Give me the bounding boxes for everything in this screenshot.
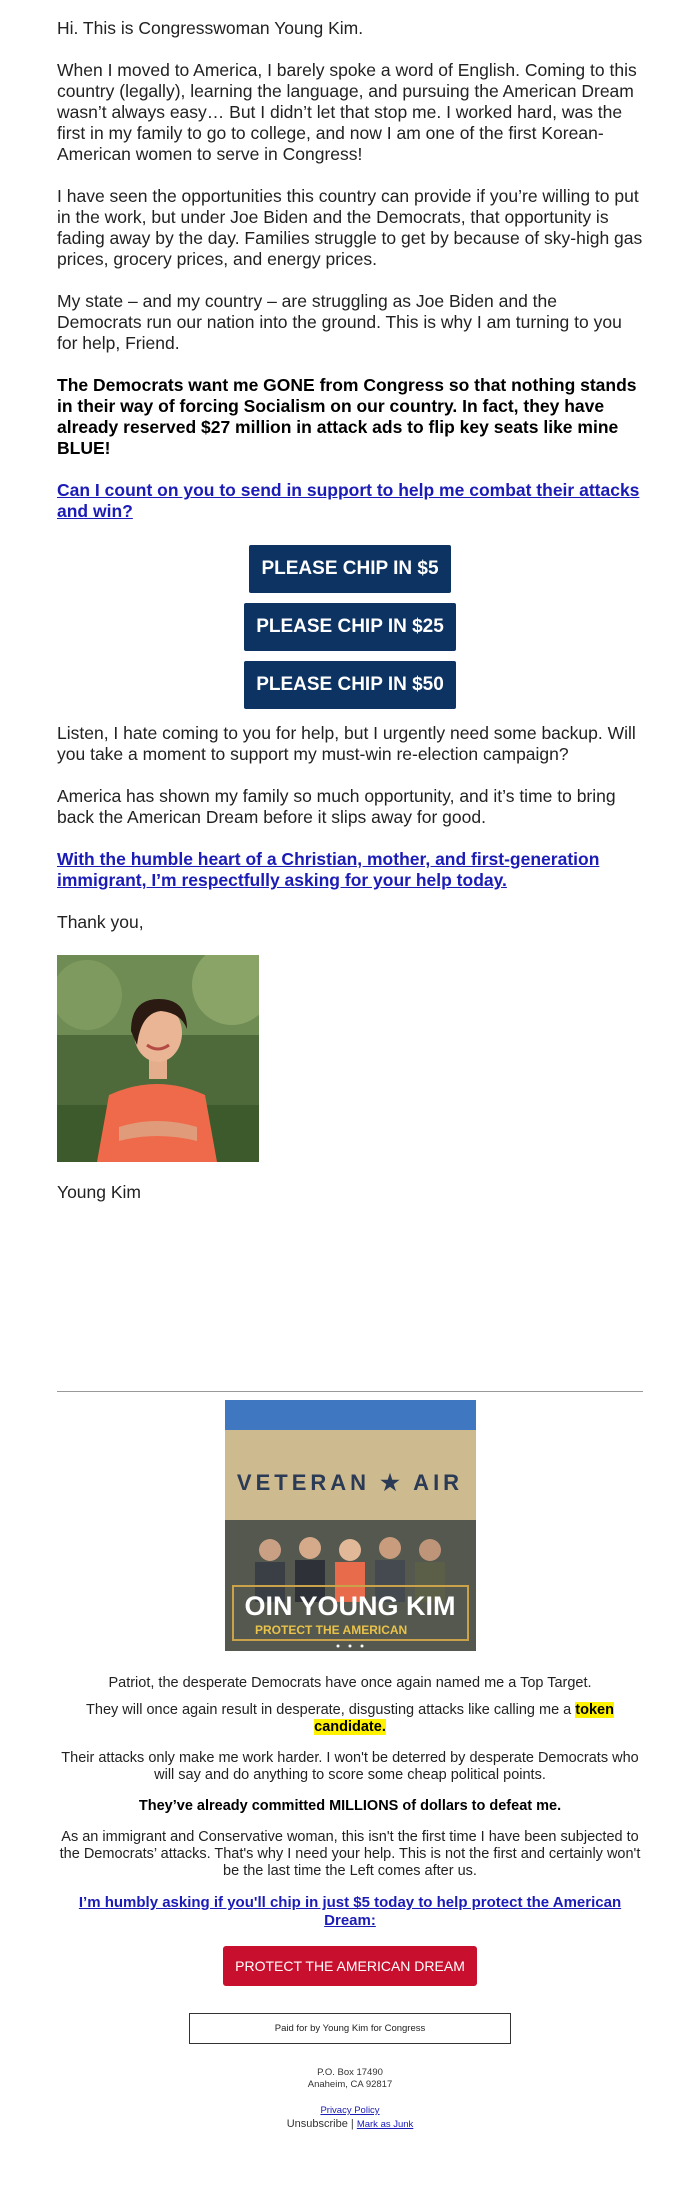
banner-subtitle: PROTECT THE AMERICAN	[254, 1623, 407, 1637]
unsubscribe-link[interactable]: Unsubscribe	[286, 2118, 348, 2130]
chip-in-50-button[interactable]: PLEASE CHIP IN $50	[244, 661, 456, 709]
footer-work-harder: Their attacks only make me work harder. I won't be deterred by desperate Democrats who will say and do anything to score some cheap political points.	[61, 1750, 639, 1783]
po-box: P.O. Box 17490	[317, 2067, 383, 2078]
support-link[interactable]: Can I count on you to send in support to help me combat their attacks and win?	[57, 480, 640, 521]
paragraph-story: When I moved to America, I barely spoke a word of English. Coming to this country (legally), learning the language, and pursuing the American Dream wasn’t always easy… But I didn’t let that stop me. I worked hard, was the first in my family to go to college, and now I am one of the first Korean-American women to serve in Congress!	[57, 60, 637, 164]
paragraph-struggling: My state – and my country – are struggling as Joe Biden and the Democrats run our nation into the ground. This is why I am turning to you for help, Friend.	[57, 291, 622, 353]
footer-divider	[57, 1391, 643, 1392]
greeting: Hi. This is Congresswoman Young Kim.	[57, 18, 364, 38]
paid-for-text: Paid for by Young Kim for Congress	[274, 2023, 426, 2034]
paragraph-backup: Listen, I hate coming to you for help, but I urgently need some backup. Will you take a moment to support my must-win re-election campaign?	[57, 723, 636, 764]
privacy-policy-link[interactable]: Privacy Policy	[320, 2105, 380, 2116]
protect-american-dream-button[interactable]: PROTECT THE AMERICAN DREAM	[223, 1946, 477, 1986]
footer-millions: They’ve already committed MILLIONS of dollars to defeat me.	[138, 1798, 562, 1814]
banner-title: OIN YOUNG KIM	[243, 1591, 456, 1621]
footer-attacks	[0, 1702, 700, 1736]
paid-for-box	[189, 2013, 511, 2044]
footer	[0, 1400, 700, 2132]
footer-attacks-text: They will once again result in desperate, disgusting attacks like calling me a	[86, 1702, 576, 1718]
thank-you: Thank you,	[57, 912, 144, 932]
chip-in-5-link[interactable]: I’m humbly asking if you'll chip in just $5 today to help protect the American Dream:	[78, 1894, 622, 1929]
humble-heart-link[interactable]: With the humble heart of a Christian, mother, and first-generation immigrant, I’m respectfully asking for your help today.	[57, 849, 600, 890]
city-state-zip: Anaheim, CA 92817	[307, 2079, 393, 2090]
chip-in-buttons	[57, 545, 643, 719]
chip-in-25-button[interactable]: PLEASE CHIP IN $25	[244, 603, 456, 651]
footer-immigrant: As an immigrant and Conservative woman, this isn't the first time I have been subjected to the Democrats’ attacks. That's why I need your help. This is not the first and certainly won't be the last time the Left comes after us.	[59, 1829, 641, 1879]
mark-as-junk-link[interactable]: Mark as Junk	[356, 2119, 414, 2130]
footer-top-target: Patriot, the desperate Democrats have once again named me a Top Target.	[108, 1675, 592, 1691]
token-candidate-highlight: token candidate.	[314, 1702, 614, 1735]
young-kim-portrait	[57, 955, 259, 1162]
paragraph-democrats: The Democrats want me GONE from Congress so that nothing stands in their way of forcing Socialism on our country. In fact, they have already reserved $27 million in attack ads to flip key seats like mine BLUE!	[57, 375, 637, 458]
paragraph-american-dream: America has shown my family so much opportunity, and it’s time to bring back the American Dream before it slips away for good.	[57, 786, 616, 827]
unsubscribe-row	[0, 2117, 700, 2132]
chip-in-5-button[interactable]: PLEASE CHIP IN $5	[249, 545, 450, 593]
mailing-address	[0, 2067, 700, 2091]
signature: Young Kim	[57, 1182, 141, 1202]
join-young-kim-banner[interactable]	[225, 1400, 476, 1651]
link-divider: |	[350, 2118, 354, 2130]
paragraph-opportunity: I have seen the opportunities this country can provide if you’re willing to put in the work, but under Joe Biden and the Democrats, that opportunity is fading away by the day. Families struggle to get by because of sky-high gas prices, grocery prices, and energy prices.	[57, 186, 643, 269]
banner-top-text: VETERAN ★ AIR	[236, 1470, 463, 1495]
